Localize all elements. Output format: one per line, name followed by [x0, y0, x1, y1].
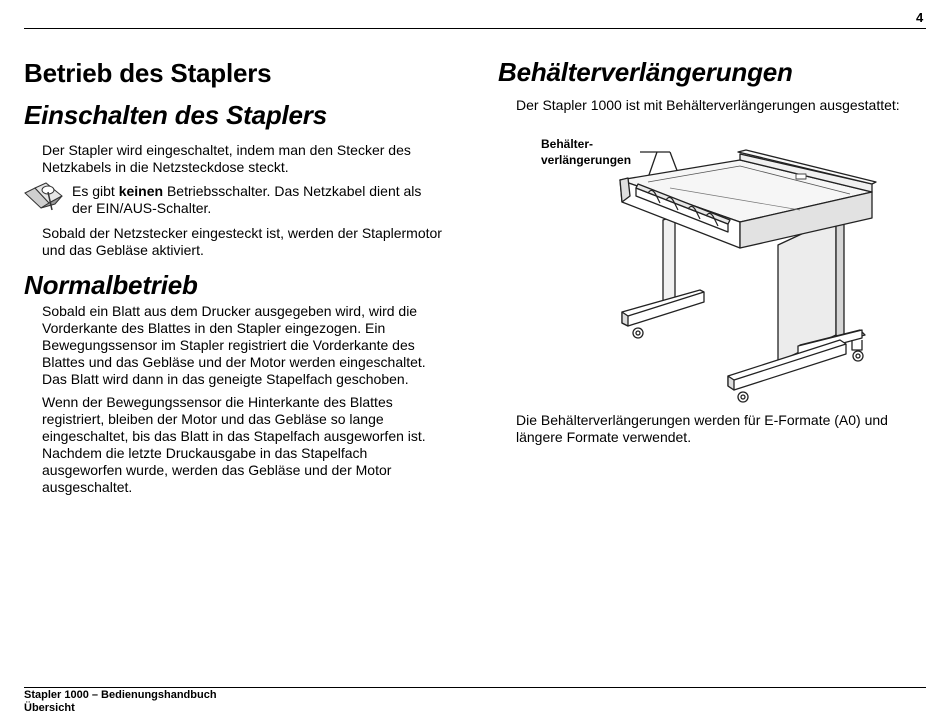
- note-pointer-icon: [22, 180, 66, 214]
- note-text: [72, 183, 442, 217]
- callout-label-line-2: verlängerungen: [541, 153, 632, 167]
- normalbetrieb-paragraph-2: Wenn der Bewegungssensor die Hinterkante des Blattes registriert, bleiben der Motor und das Gebläse so lange eingeschaltet, bis das Blatt in das Stapelfach ausgeworfen ist. Nachdem die letzte Druckausgabe in das Stapelfach ausgeworfen wurde, werden das Gebläse und der Motor ausgeschaltet.: [42, 394, 426, 495]
- section-heading-normalbetrieb: Normalbetrieb: [24, 270, 198, 300]
- behaelter-intro: Der Stapler 1000 ist mit Behälterverlängerungen ausgestattet:: [516, 97, 900, 113]
- einschalten-paragraph-2: Sobald der Netzstecker eingesteckt ist, werden der Staplermotor und das Gebläse aktiviert.: [42, 225, 442, 258]
- stapler-illustration: [600, 140, 890, 405]
- normalbetrieb-paragraph-1: Sobald ein Blatt aus dem Drucker ausgegeben wird, wird die Vorderkante des Blattes in den Stapler eingezogen. Ein Bewegungssensor im Stapler registriert die Vorderkante des Blattes und das Gebläse und der Motor werden eingeschaltet. Das Blatt wird dann in das geneigte Stapelfach geschoben.: [42, 303, 426, 387]
- footer-section-name: Übersicht: [24, 702, 75, 714]
- section-heading-einschalten: Einschalten des Staplers: [24, 100, 327, 130]
- note-text-after: Betriebsschalter. Das Netzkabel dient als der EIN/AUS-Schalter.: [72, 183, 422, 216]
- page-title: Betrieb des Staplers: [24, 58, 272, 88]
- section-heading-behaelterverlaengerungen: Behälterverlängerungen: [498, 57, 793, 87]
- footer: [24, 689, 217, 715]
- callout-label-line-1: Behälter-: [541, 137, 594, 151]
- note-text-emphasis: keinen: [118, 183, 164, 199]
- einschalten-paragraph-1: Der Stapler wird eingeschaltet, indem man den Stecker des Netzkabels in die Netzsteckdose steckt.: [42, 142, 411, 175]
- note-text-before: Es gibt: [72, 183, 119, 199]
- footer-document-title: Stapler 1000 – Bedienungshandbuch: [24, 689, 217, 701]
- footer-rule: [24, 687, 926, 688]
- header-rule: [24, 28, 926, 29]
- behaelter-outro: Die Behälterverlängerungen werden für E-Formate (A0) und längere Formate verwendet.: [516, 412, 888, 445]
- page-number: 4: [916, 10, 924, 25]
